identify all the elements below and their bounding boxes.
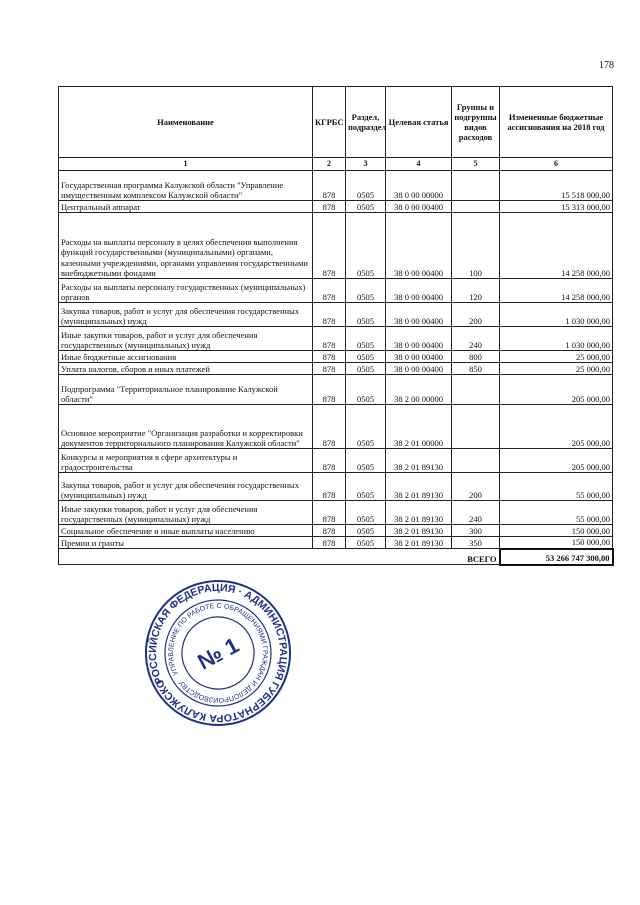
- cell-amount: 25 000,00: [500, 351, 613, 363]
- cell-amount: 55 000,00: [500, 501, 613, 525]
- cell-kgrbs: 878: [313, 303, 346, 327]
- table-row: [59, 501, 613, 525]
- table-row: [59, 201, 613, 213]
- table-row: [59, 537, 613, 549]
- cell-amount: 15 518 000,00: [500, 171, 613, 201]
- cell-target: 38 2 01 00000: [386, 405, 452, 449]
- cell-name: Уплата налогов, сборов и иных платежей: [59, 363, 313, 375]
- cell-kgrbs: 878: [313, 171, 346, 201]
- table-row: [59, 303, 613, 327]
- cell-group: 850: [452, 363, 500, 375]
- table-row: [59, 213, 613, 279]
- cell-section: 0505: [346, 473, 386, 501]
- cell-section: 0505: [346, 213, 386, 279]
- header-kgrbs: КГРБС: [313, 87, 346, 158]
- cell-amount: 55 000,00: [500, 473, 613, 501]
- cell-target: 38 0 00 00000: [386, 171, 452, 201]
- table-row: [59, 327, 613, 351]
- total-label: ВСЕГО: [59, 549, 500, 565]
- stamp-outer-text: РОССИЙСКАЯ ФЕДЕРАЦИЯ · АДМИНИСТРАЦИЯ ГУБЕРНАТОРА КАЛУЖСКОЙ: [146, 581, 290, 725]
- cell-section: 0505: [346, 279, 386, 303]
- cell-name: Подпрограмма "Территориальное планирование Калужской области": [59, 375, 313, 405]
- page-number: 178: [599, 60, 614, 71]
- column-number: 1: [59, 158, 313, 171]
- cell-section: 0505: [346, 525, 386, 537]
- header-amount: Измененные бюджетные ассигнования на 2018 год: [500, 87, 613, 158]
- cell-amount: 25 000,00: [500, 363, 613, 375]
- cell-amount: 150 000,00: [500, 525, 613, 537]
- cell-target: 38 2 01 89130: [386, 449, 452, 473]
- cell-section: 0505: [346, 351, 386, 363]
- cell-section: 0505: [346, 537, 386, 549]
- cell-name: Закупка товаров, работ и услуг для обеспечения государственных (муниципальных) нужд: [59, 473, 313, 501]
- official-stamp: [143, 578, 293, 728]
- cell-section: 0505: [346, 375, 386, 405]
- cell-group: 100: [452, 213, 500, 279]
- header-group: Группы и подгруппы видов расходов: [452, 87, 500, 158]
- cell-section: 0505: [346, 449, 386, 473]
- cell-target: 38 0 00 00400: [386, 279, 452, 303]
- cell-kgrbs: 878: [313, 213, 346, 279]
- cell-amount: 150 000,00: [500, 537, 613, 549]
- total-amount: 53 266 747 300,00: [500, 549, 613, 565]
- cell-target: 38 0 00 00400: [386, 351, 452, 363]
- cell-kgrbs: 878: [313, 201, 346, 213]
- cell-section: 0505: [346, 501, 386, 525]
- cell-name: Закупка товаров, работ и услуг для обеспечения государственных (муниципальных) нужд: [59, 303, 313, 327]
- cell-group: [452, 405, 500, 449]
- cell-target: 38 0 00 00400: [386, 201, 452, 213]
- cell-name: Расходы на выплаты персоналу в целях обеспечения выполнения функций государственными (муниципальными) органами, казенными учреждениями, органами управления государственными внебюджетными фондами: [59, 213, 313, 279]
- table-row: [59, 351, 613, 363]
- cell-amount: 205 000,00: [500, 449, 613, 473]
- cell-section: 0505: [346, 303, 386, 327]
- cell-target: 38 2 00 00000: [386, 375, 452, 405]
- cell-name: Иные закупки товаров, работ и услуг для обеспечения государственных (муниципальных) нужд: [59, 327, 313, 351]
- cell-section: 0505: [346, 363, 386, 375]
- cell-group: 200: [452, 303, 500, 327]
- header-name: Наименование: [59, 87, 313, 158]
- column-number: 3: [346, 158, 386, 171]
- table-row: [59, 375, 613, 405]
- table-body: [59, 171, 613, 549]
- total-row: [59, 549, 613, 565]
- table-row: [59, 449, 613, 473]
- cell-section: 0505: [346, 327, 386, 351]
- cell-name: Основное мероприятие "Организация разработки и корректировки документов территориального планирования Калужской области": [59, 405, 313, 449]
- cell-kgrbs: 878: [313, 327, 346, 351]
- table-row: [59, 405, 613, 449]
- table-row: [59, 171, 613, 201]
- cell-group: 240: [452, 327, 500, 351]
- cell-kgrbs: 878: [313, 501, 346, 525]
- cell-target: 38 0 00 00400: [386, 363, 452, 375]
- cell-target: 38 2 01 89130: [386, 501, 452, 525]
- stamp-inner-text: УПРАВЛЕНИЕ ПО РАБОТЕ С ОБРАЩЕНИЯМИ ГРАЖДАН И ДЕЛОПРОИЗВОДСТВУ: [167, 602, 269, 704]
- cell-kgrbs: 878: [313, 375, 346, 405]
- cell-amount: 1 030 000,00: [500, 303, 613, 327]
- cell-section: 0505: [346, 201, 386, 213]
- cell-amount: 205 000,00: [500, 405, 613, 449]
- cell-amount: 14 258 000,00: [500, 279, 613, 303]
- cell-name: Конкурсы и мероприятия в сфере архитектуры и градостроительства: [59, 449, 313, 473]
- cell-kgrbs: 878: [313, 473, 346, 501]
- table-header-row: [59, 87, 613, 158]
- table-row: [59, 363, 613, 375]
- cell-group: 200: [452, 473, 500, 501]
- cell-group: [452, 201, 500, 213]
- cell-section: 0505: [346, 405, 386, 449]
- cell-group: [452, 375, 500, 405]
- column-number: 2: [313, 158, 346, 171]
- cell-kgrbs: 878: [313, 351, 346, 363]
- table-row: [59, 279, 613, 303]
- cell-kgrbs: 878: [313, 525, 346, 537]
- cell-group: 240: [452, 501, 500, 525]
- cell-target: 38 2 01 89130: [386, 525, 452, 537]
- cell-group: [452, 449, 500, 473]
- cell-name: Государственная программа Калужской области "Управление имущественным комплексом Калужской области": [59, 171, 313, 201]
- header-section: Раздел, подраздел: [346, 87, 386, 158]
- column-number: 4: [386, 158, 452, 171]
- cell-kgrbs: 878: [313, 279, 346, 303]
- table-row: [59, 473, 613, 501]
- header-target: Целевая статья: [386, 87, 452, 158]
- table-row: [59, 525, 613, 537]
- column-number: 6: [500, 158, 613, 171]
- cell-section: 0505: [346, 171, 386, 201]
- cell-amount: 1 030 000,00: [500, 327, 613, 351]
- cell-amount: 205 000,00: [500, 375, 613, 405]
- cell-amount: 15 313 000,00: [500, 201, 613, 213]
- cell-group: 120: [452, 279, 500, 303]
- stamp-number: № 1: [193, 632, 244, 675]
- cell-name: Социальное обеспечение и иные выплаты населению: [59, 525, 313, 537]
- cell-group: 300: [452, 525, 500, 537]
- budget-allocation-table: [58, 86, 614, 566]
- cell-target: 38 0 00 00400: [386, 213, 452, 279]
- table-column-numbers-row: [59, 158, 613, 171]
- cell-group: 350: [452, 537, 500, 549]
- cell-name: Иные бюджетные ассигнования: [59, 351, 313, 363]
- cell-name: Премии и гранты: [59, 537, 313, 549]
- cell-amount: 14 258 000,00: [500, 213, 613, 279]
- cell-target: 38 2 01 89130: [386, 473, 452, 501]
- cell-target: 38 0 00 00400: [386, 327, 452, 351]
- cell-target: 38 0 00 00400: [386, 303, 452, 327]
- cell-kgrbs: 878: [313, 537, 346, 549]
- cell-kgrbs: 878: [313, 363, 346, 375]
- cell-name: Центральный аппарат: [59, 201, 313, 213]
- cell-group: 800: [452, 351, 500, 363]
- cell-kgrbs: 878: [313, 449, 346, 473]
- cell-name: Иные закупки товаров, работ и услуг для обеспечения государственных (муниципальных) нужд: [59, 501, 313, 525]
- column-number: 5: [452, 158, 500, 171]
- cell-target: 38 2 01 89130: [386, 537, 452, 549]
- cell-kgrbs: 878: [313, 405, 346, 449]
- cell-group: [452, 171, 500, 201]
- cell-name: Расходы на выплаты персоналу государственных (муниципальных) органов: [59, 279, 313, 303]
